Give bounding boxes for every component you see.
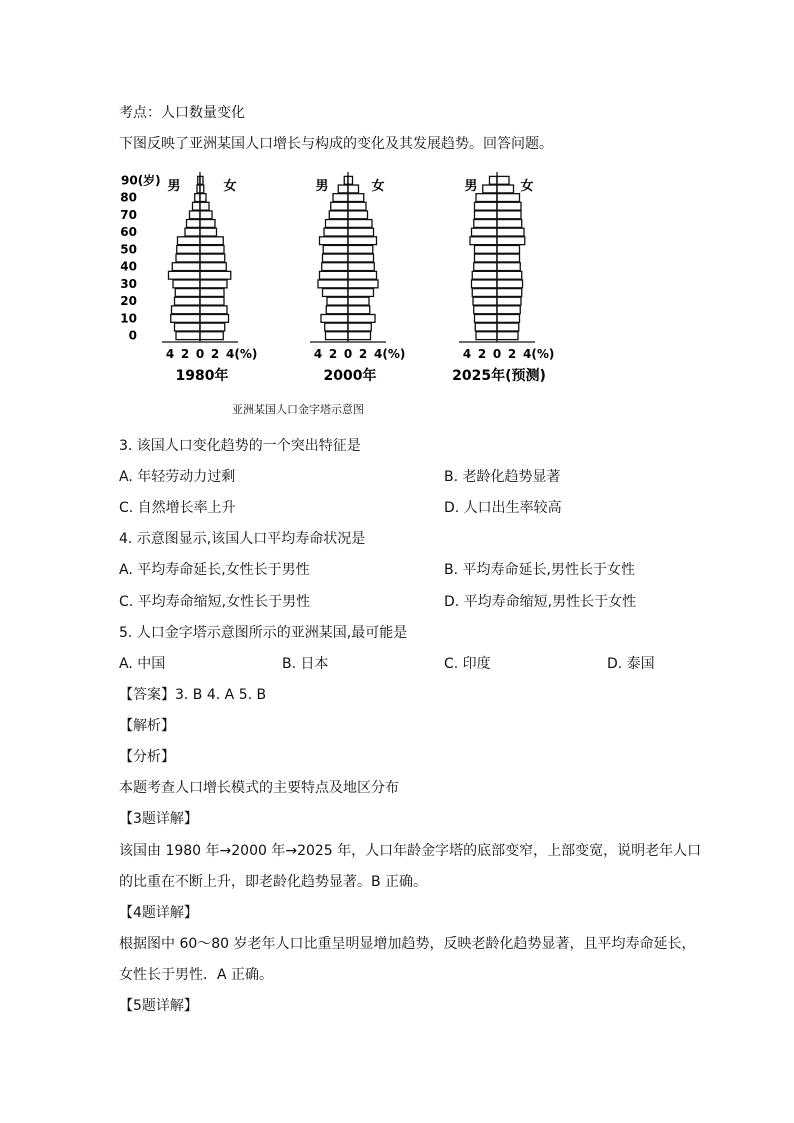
x-tick-label: 4(%) [226,347,258,361]
male-bar [320,271,349,279]
q3-option-c: C. 自然增长率上升 [119,500,236,516]
female-bar [200,289,224,297]
detail-4-heading: 【4题详解】 [119,905,198,921]
female-bar [200,237,223,245]
male-bar [326,332,349,340]
male-label: 男 [464,179,478,194]
female-bar [200,306,227,314]
female-bar [200,245,224,253]
female-bar [497,280,523,288]
male-bar [175,297,201,305]
male-label: 男 [315,179,329,194]
female-bar [497,297,521,305]
female-bar [200,220,215,228]
q3-stem: 3. 该国人口变化趋势的一个突出特征是 [119,438,361,454]
female-bar [497,306,520,314]
female-bar [348,323,371,331]
male-bar [178,237,201,245]
female-bar [348,228,374,236]
q4-stem: 4. 示意图显示,该国人口平均寿命状况是 [119,531,366,547]
male-bar [476,332,497,340]
female-bar [200,211,212,219]
y-tick-label: 20 [120,294,137,309]
population-pyramid-figure [119,168,589,390]
q5-option-d: D. 泰国 [607,656,655,672]
female-bar [348,185,359,193]
female-bar [348,306,370,314]
male-bar [475,211,498,219]
female-bar [497,176,509,184]
x-tick-label: 2 [210,347,220,361]
q4-option-a: A. 平均寿命延长,女性长于男性 [119,562,310,578]
x-tick-label: 2 [180,347,190,361]
female-label: 女 [520,179,534,194]
female-bar [497,202,521,210]
female-bar [348,332,371,340]
male-bar [187,220,201,228]
male-bar [338,185,348,193]
male-bar [325,323,348,331]
male-bar [472,280,498,288]
detail-3-line-2: 的比重在不断上升，即老龄化趋势显著。B 正确。 [119,874,428,890]
female-bar [497,194,520,202]
male-bar [322,263,348,271]
chart-title: 2000年 [323,368,377,384]
y-tick-label: 40 [120,259,137,274]
x-tick-label: 2 [328,347,338,361]
x-tick-label: 4(%) [523,347,555,361]
q3-option-b: B. 老龄化趋势显著 [444,469,561,485]
male-bar [474,306,497,314]
male-bar [329,211,348,219]
male-bar [475,254,498,262]
female-bar [348,211,368,219]
q4-option-c: C. 平均寿命缩短,女性长于男性 [119,594,311,610]
female-bar [497,245,520,253]
female-bar [200,254,225,262]
male-bar [470,237,497,245]
male-bar [326,220,349,228]
male-bar [169,271,201,279]
detail-3-line-1: 该国由 1980 年→2000 年→2025 年，人口年龄金字塔的底部变窄，上部变宽，说明老年人口 [119,843,702,859]
y-tick-label: 50 [120,242,137,257]
female-bar [348,280,378,288]
y-tick-label: 60 [120,225,137,240]
x-tick-label: 4 [313,347,323,361]
female-bar [348,271,377,279]
x-tick-label: 4 [165,347,175,361]
male-bar [475,245,498,253]
female-bar [200,297,224,305]
female-bar [497,211,521,219]
female-bar [200,332,223,340]
male-bar [323,289,349,297]
female-bar [200,280,227,288]
female-bar [348,297,369,305]
chart-title: 2025年(预测) [452,368,546,384]
female-bar [497,323,519,331]
male-bar [177,245,200,253]
detail-4-line-2: 女性长于男性．A 正确。 [119,967,274,983]
male-bar [175,289,200,297]
female-bar [348,194,364,202]
q4-option-d: D. 平均寿命缩短,男性长于女性 [444,594,637,610]
q4-option-b: B. 平均寿命延长,男性长于女性 [444,562,635,578]
male-bar [474,220,497,228]
female-bar [348,237,377,245]
male-bar [483,185,497,193]
male-bar [185,228,200,236]
x-tick-label: 2 [507,347,517,361]
female-bar [200,263,226,271]
female-bar [200,271,231,279]
y-tick-label: 90(岁) [121,173,161,188]
male-bar [324,228,348,236]
x-tick-label: 4 [462,347,472,361]
female-label: 女 [371,179,385,194]
female-bar [497,289,522,297]
female-bar [497,254,520,262]
female-bar [200,228,217,236]
x-tick-label: 2 [358,347,368,361]
y-tick-label: 0 [128,328,137,343]
detail-4-line-1: 根据图中 60～80 岁老年人口比重呈明显增加趋势，反映老龄化趋势显著，且平均寿命延长， [119,936,696,952]
male-bar [490,176,498,184]
female-bar [348,289,374,297]
male-bar [472,228,498,236]
intro-text: 下图反映了亚洲某国人口增长与构成的变化及其发展趋势。回答问题。 [119,136,553,152]
detail-3-heading: 【3题详解】 [119,811,198,827]
male-bar [331,202,348,210]
jiexi-heading: 【解析】 [119,718,175,734]
male-bar [475,315,498,323]
q3-option-a: A. 年轻劳动力过剩 [119,469,236,485]
male-bar [176,332,200,340]
male-bar [323,245,348,253]
male-bar [472,271,497,279]
male-bar [472,289,497,297]
q5-option-b: B. 日本 [282,656,329,672]
male-label: 男 [167,179,181,194]
female-bar [497,315,520,323]
female-bar [348,176,353,184]
male-bar [473,297,497,305]
male-bar [193,202,201,210]
female-bar [348,263,374,271]
male-bar [172,306,201,314]
q5-stem: 5. 人口金字塔示意图所示的亚洲某国,最可能是 [119,625,408,641]
detail-5-heading: 【5题详解】 [119,998,198,1014]
fenxi-heading: 【分析】 [119,749,175,765]
female-bar [348,254,374,262]
x-tick-label: 2 [477,347,487,361]
x-tick-label: 0 [343,347,353,361]
male-bar [327,297,348,305]
male-bar [190,211,201,219]
male-bar [171,315,200,323]
y-tick-label: 70 [120,207,137,222]
female-bar [497,220,522,228]
x-tick-label: 0 [492,347,502,361]
y-tick-label: 10 [120,311,137,326]
male-bar [326,306,348,314]
male-bar [323,254,349,262]
male-bar [476,194,497,202]
x-tick-label: 0 [195,347,205,361]
female-bar [200,194,206,202]
male-bar [474,263,497,271]
male-bar [475,323,497,331]
q3-option-d: D. 人口出生率较高 [444,500,562,516]
kaodian-line: 考点：人口数量变化 [119,105,245,121]
female-bar [497,263,520,271]
female-bar [497,228,524,236]
male-bar [172,263,200,271]
female-bar [497,332,518,340]
female-bar [200,315,229,323]
chart-title: 1980年 [175,368,229,384]
answer-line: 【答案】3. B 4. A 5. B [119,687,267,703]
male-bar [173,280,200,288]
male-bar [320,237,349,245]
female-bar [497,271,522,279]
male-bar [321,315,348,323]
male-bar [195,194,200,202]
figure-caption: 亚洲某国人口金字塔示意图 [232,403,364,416]
y-tick-label: 80 [120,190,137,205]
x-tick-label: 4(%) [374,347,406,361]
female-bar [348,315,375,323]
female-bar [348,202,366,210]
female-bar [348,245,373,253]
female-bar [497,237,525,245]
male-bar [176,254,200,262]
fenxi-text: 本题考查人口增长模式的主要特点及地区分布 [119,780,399,796]
female-bar [497,185,514,193]
male-bar [475,202,498,210]
male-bar [318,280,348,288]
q5-option-a: A. 中国 [119,656,166,672]
female-bar [200,323,225,331]
male-bar [175,323,201,331]
y-tick-label: 30 [120,276,137,291]
female-bar [348,220,372,228]
female-label: 女 [223,179,237,194]
male-bar [333,194,348,202]
female-bar [200,202,209,210]
q5-option-c: C. 印度 [444,656,491,672]
